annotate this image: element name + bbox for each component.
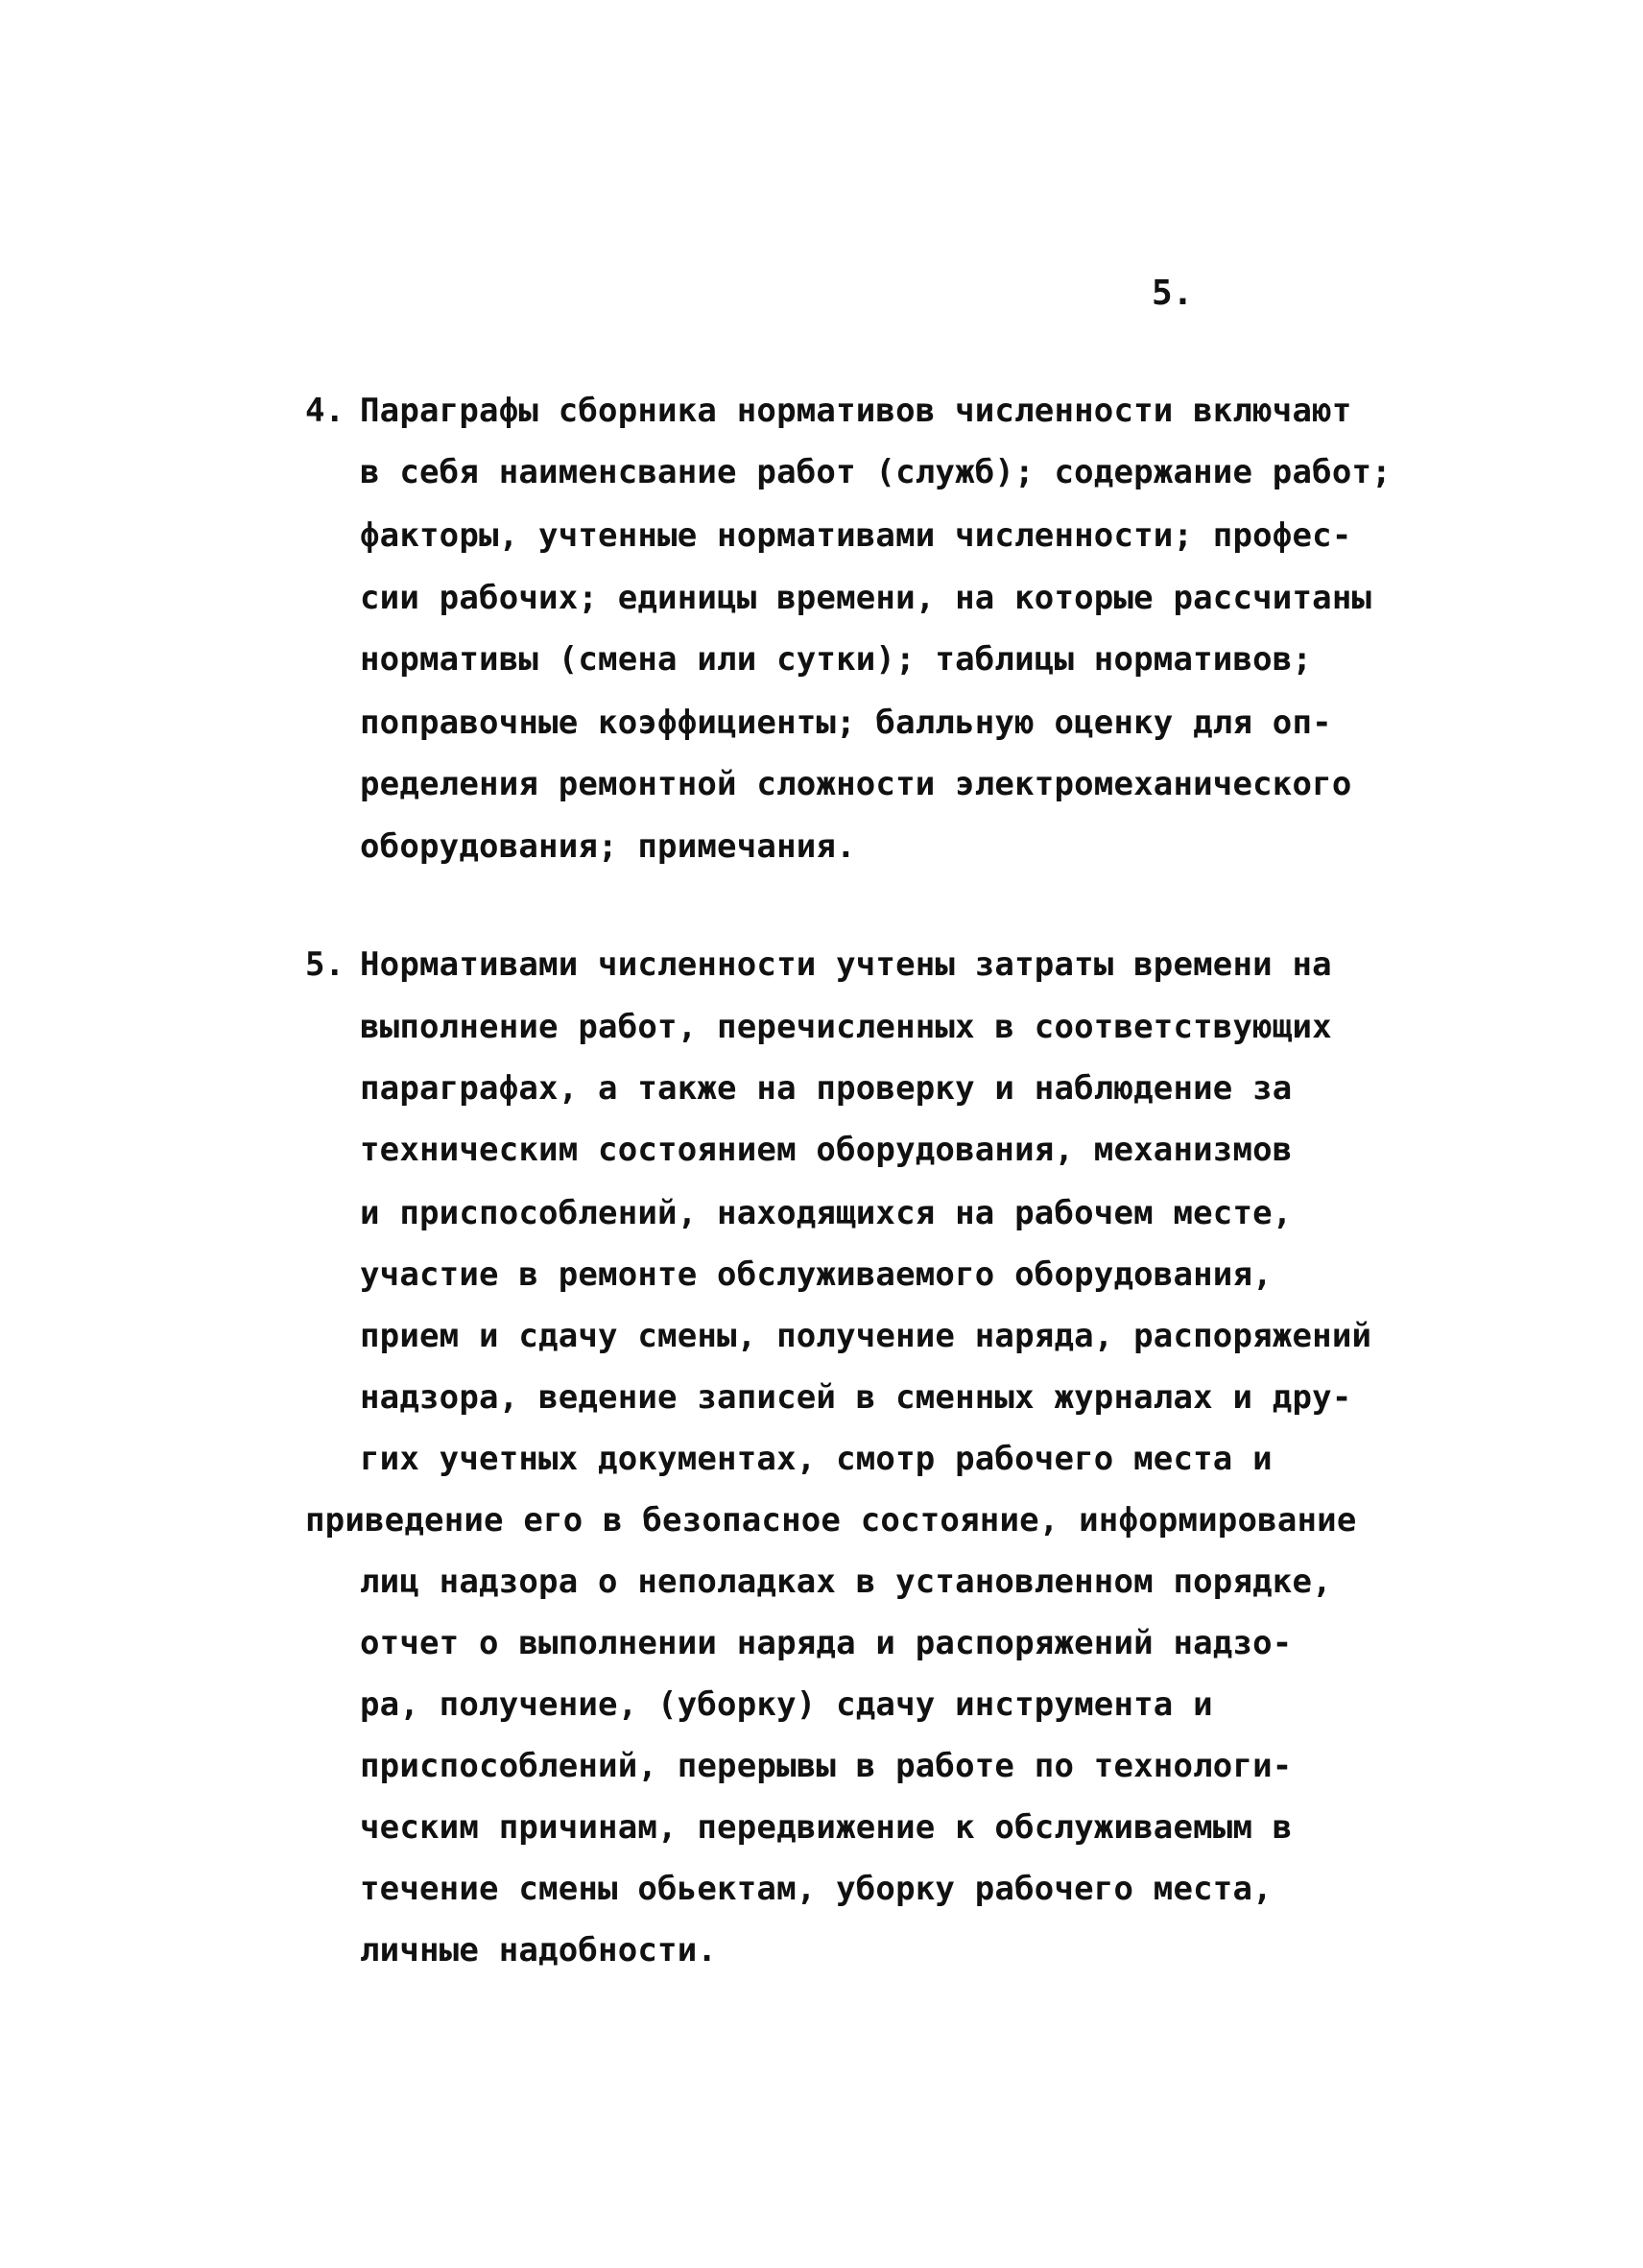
paragraph-line: личные надобности. [360,1931,718,1970]
page-number: 5. [1152,274,1194,313]
paragraph-line: техническим состоянием оборудования, механизмов [360,1131,1293,1169]
paragraph-line: Нормативами численности учтены затраты времени на [360,945,1332,984]
paragraph-line: и приспособлений, находящихся на рабочем месте, [360,1194,1293,1232]
paragraph-line: отчет о выполнении наряда и распоряжений надзо- [360,1624,1293,1662]
paragraph-line: ра, получение, (уборку) сдачу инструмента и [360,1685,1213,1724]
paragraph-line: приведение его в безопасное состояние, информирование [305,1501,1357,1540]
paragraph-line: в себя наименсвание работ (служб); содержание работ; [360,453,1392,491]
paragraph-line: нормативы (смена или сутки); таблицы нормативов; [360,640,1313,679]
paragraph-line: гих учетных документах, смотр рабочего места и [360,1440,1273,1478]
paragraph-number: 4. [305,392,345,430]
paragraph-line: оборудования; примечания. [360,827,856,866]
paragraph-line: параграфах, а также на проверку и наблюдение за [360,1069,1293,1108]
paragraph-line: Параграфы сборника нормативов численности включают [360,392,1352,430]
paragraph-line: ределения ремонтной сложности электромеханического [360,765,1352,803]
paragraph-line: лиц надзора о неполадках в установленном порядке, [360,1563,1332,1601]
paragraph-line: приспособлений, перерывы в работе по технологи- [360,1747,1293,1785]
paragraph-line: участие в ремонте обслуживаемого оборудования, [360,1255,1273,1294]
paragraph-number: 5. [305,945,345,984]
paragraph-line: прием и сдачу смены, получение наряда, распоряжений [360,1317,1372,1355]
paragraph-line: поправочные коэффициенты; балльную оценку для оп- [360,704,1332,742]
paragraph-line: факторы, учтенные нормативами численности; профес- [360,516,1352,555]
paragraph-line: надзора, ведение записей в сменных журналах и дру- [360,1378,1352,1417]
paragraph-line: ческим причинам, передвижение к обслуживаемым в [360,1808,1293,1847]
paragraph-line: сии рабочих; единицы времени, на которые рассчитаны [360,579,1372,617]
paragraph-line: выполнение работ, перечисленных в соответствующих [360,1008,1332,1046]
paragraph-line: течение смены обьектам, уборку рабочего места, [360,1870,1273,1908]
